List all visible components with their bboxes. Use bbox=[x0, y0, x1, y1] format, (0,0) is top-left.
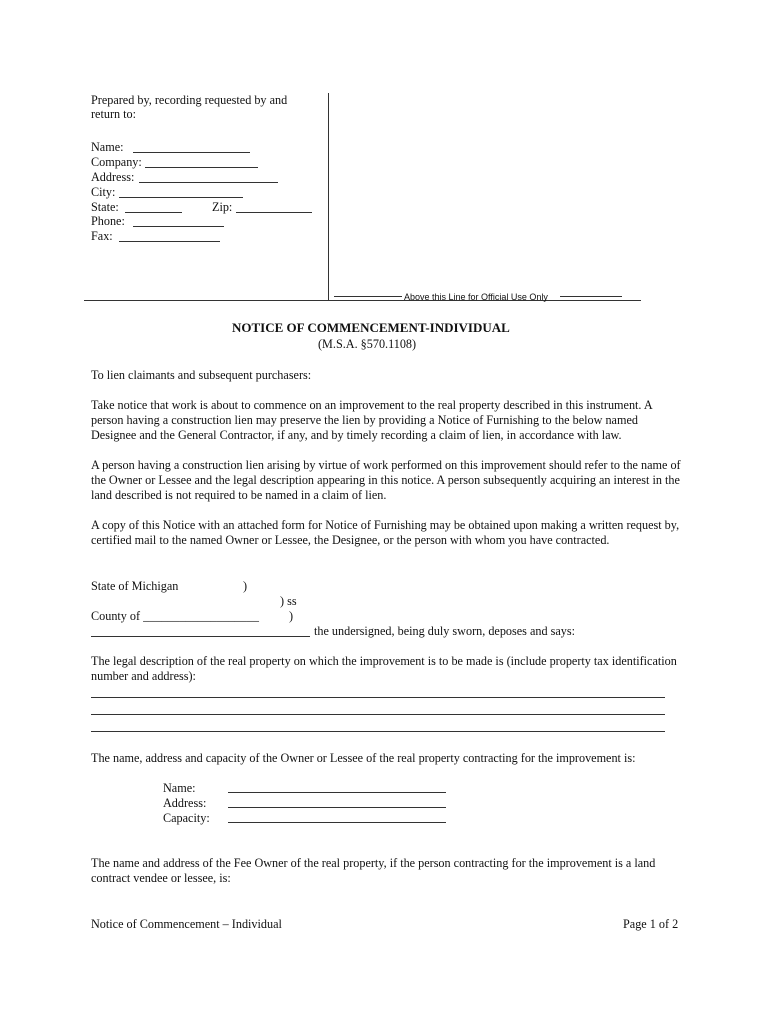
owner-address-label: Address: bbox=[163, 796, 207, 810]
return-phone-field[interactable] bbox=[133, 226, 224, 227]
return-name-label: Name: bbox=[91, 140, 124, 154]
owner-name-label: Name: bbox=[163, 781, 196, 795]
owner-address-field[interactable] bbox=[228, 807, 446, 808]
header-divider-vertical bbox=[328, 93, 329, 300]
return-state-field[interactable] bbox=[125, 212, 182, 213]
official-use-rule-left bbox=[334, 296, 402, 297]
return-address-field[interactable] bbox=[139, 182, 278, 183]
venue-state: State of Michigan bbox=[91, 579, 179, 593]
notice-paragraph-1: Take notice that work is about to commence on an improvement to the real property described in this instrument. A person having a construction lien may preserve the lien by providing a Notice of Furnishing to the below named Designee and the General Contractor, if any, and by timely recording a claim of lien, in accordance with law. bbox=[91, 398, 652, 442]
affiant-name-field[interactable] bbox=[91, 636, 310, 637]
legal-description-line-2[interactable] bbox=[91, 714, 665, 715]
owner-capacity-label: Capacity: bbox=[163, 811, 210, 825]
return-fax-label: Fax: bbox=[91, 229, 113, 243]
venue-ss: ) ss bbox=[280, 594, 297, 608]
venue-county: County of ___________________ bbox=[91, 609, 259, 623]
return-phone-label: Phone: bbox=[91, 214, 125, 228]
venue-paren-1: ) bbox=[243, 579, 248, 593]
prepared-by-line2: return to: bbox=[91, 107, 137, 121]
official-use-rule-right bbox=[560, 296, 622, 297]
owner-name-field[interactable] bbox=[228, 792, 446, 793]
legal-description-line-3[interactable] bbox=[91, 731, 665, 732]
owner-capacity-field[interactable] bbox=[228, 822, 446, 823]
venue-paren-2: ) bbox=[289, 609, 294, 623]
return-city-label: City: bbox=[91, 185, 116, 199]
return-company-label: Company: bbox=[91, 155, 142, 169]
return-city-field[interactable] bbox=[119, 197, 243, 198]
document-subtitle: (M.S.A. §570.1108) bbox=[318, 337, 417, 351]
legal-description-prompt: The legal description of the real property on which the improvement is to be made is (include property tax identification number and address): bbox=[91, 654, 677, 683]
return-fax-field[interactable] bbox=[119, 241, 220, 242]
return-state-label: State: bbox=[91, 200, 119, 214]
document-title: NOTICE OF COMMENCEMENT-INDIVIDUAL bbox=[232, 320, 510, 335]
return-zip-field[interactable] bbox=[236, 212, 312, 213]
affiant-sworn-text: the undersigned, being duly sworn, deposes and says: bbox=[314, 624, 575, 638]
legal-description-line-1[interactable] bbox=[91, 697, 665, 698]
return-name-field[interactable] bbox=[133, 152, 250, 153]
notice-paragraph-3: A copy of this Notice with an attached form for Notice of Furnishing may be obtained upon making a written request by, certified mail to the named Owner or Lessee, the Designee, or the person with whom you have contracted. bbox=[91, 518, 680, 547]
official-use-label: Above this Line for Official Use Only bbox=[404, 292, 548, 302]
return-address-label: Address: bbox=[91, 170, 135, 184]
page-number: Page 1 of 2 bbox=[623, 917, 679, 931]
owner-intro: The name, address and capacity of the Owner or Lessee of the real property contracting for the improvement is: bbox=[91, 751, 636, 765]
return-zip-label: Zip: bbox=[212, 200, 233, 214]
fee-owner-prompt: The name and address of the Fee Owner of the real property, if the person contracting for the improvement is a land contract vendee or lessee, is: bbox=[91, 856, 656, 885]
salutation: To lien claimants and subsequent purchasers: bbox=[91, 368, 312, 382]
prepared-by-line1: Prepared by, recording requested by and bbox=[91, 93, 288, 107]
notice-paragraph-2: A person having a construction lien arising by virtue of work performed on this improvement should refer to the name of the Owner or Lessee and the legal description appearing in this notice. A person subsequently acquiring an interest in the land described is not required to be named in a claim of lien. bbox=[91, 458, 681, 502]
header-divider-horizontal bbox=[84, 300, 641, 301]
footer-title: Notice of Commencement – Individual bbox=[91, 917, 282, 931]
return-company-field[interactable] bbox=[145, 167, 258, 168]
